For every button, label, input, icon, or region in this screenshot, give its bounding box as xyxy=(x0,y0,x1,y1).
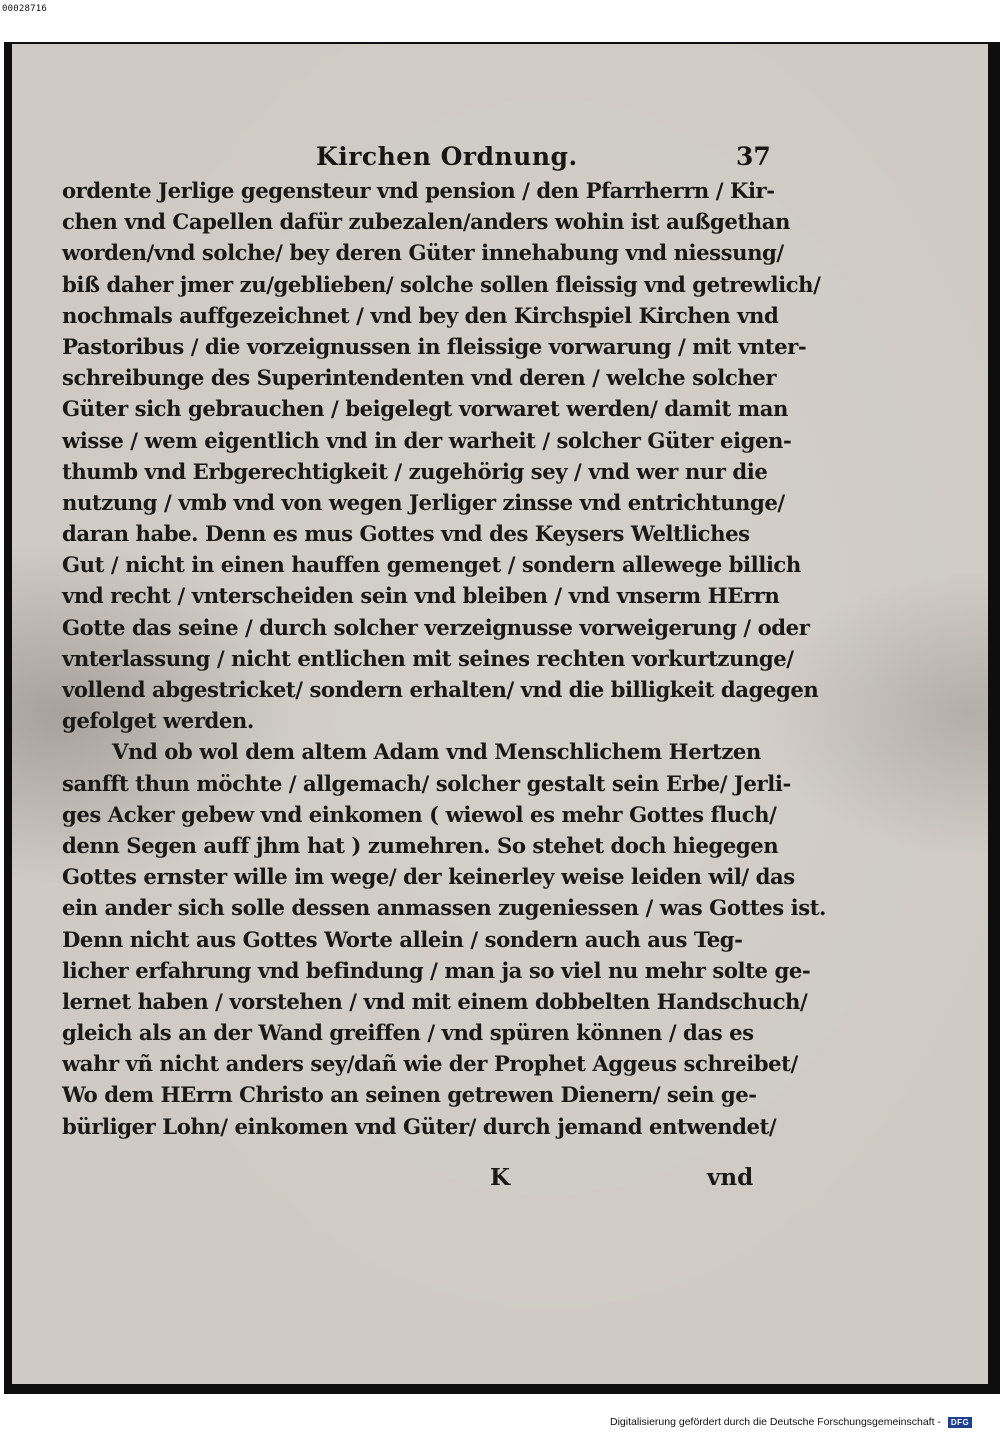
body-text xyxy=(62,175,826,1142)
text-line: Gut / nicht in einen hauffen gemenget / sondern allewege billich xyxy=(62,552,801,578)
signature-mark: K xyxy=(490,1164,510,1191)
text-line: wisse / wem eigentlich vnd in der warheit / solcher Güter eigen- xyxy=(62,427,792,453)
text-line: vollend abgestricket/ sondern erhalten/ vnd die billigkeit dagegen xyxy=(62,677,819,702)
text-line: gefolget werden. xyxy=(62,708,254,734)
catchword: vnd xyxy=(707,1164,754,1191)
text-line: ordente Jerlige gegensteur vnd pension / den Pfarrherrn / Kir- xyxy=(62,178,775,203)
text-line: Gotte das seine / durch solcher verzeignusse vorweigerung / oder xyxy=(62,614,810,640)
text-line: gleich als an der Wand greiffen / vnd spüren können / das es xyxy=(62,1020,754,1046)
text-line: lernet haben / vorstehen / vnd mit einem dobbelten Handschuch/ xyxy=(62,988,808,1014)
text-line: denn Segen auff jhm hat ) zumehren. So stehet doch hiegegen xyxy=(62,832,779,858)
text-line: biß daher jmer zu/geblieben/ solche sollen fleissig vnd getrewlich/ xyxy=(62,271,821,297)
text-line: sanfft thun möchte / allgemach/ solcher gestalt sein Erbe/ Jerli- xyxy=(62,770,791,796)
text-line: daran habe. Denn es mus Gottes vnd des Keysers Weltliches xyxy=(62,521,750,547)
text-line: nutzung / vmb vnd von wegen Jerliger zinsse vnd entrichtunge/ xyxy=(62,489,785,515)
book-page xyxy=(12,44,988,1384)
text-line: wahr vñ nicht anders sey/dañ wie der Prophet Aggeus schreibet/ xyxy=(62,1051,798,1077)
text-line: ges Acker gebew vnd einkomen ( wiewol es mehr Gottes fluch/ xyxy=(62,801,777,827)
text-line: ein ander sich solle dessen anmassen zugeniessen / was Gottes ist. xyxy=(62,895,826,921)
text-line: vnterlassung / nicht entlichen mit seines rechten vorkurtzunge/ xyxy=(62,645,794,671)
text-line: thumb vnd Erbgerechtigkeit / zugehörig sey / vnd wer nur die xyxy=(62,458,768,484)
text-line: licher erfahrung vnd befindung / man ja so viel nu mehr solte ge- xyxy=(62,957,811,983)
text-line: Pastoribus / die vorzeignussen in fleissige vorwarung / mit vnter- xyxy=(62,333,807,359)
text-line: vnd recht / vnterscheiden sein vnd bleiben / vnd vnserm HErrn xyxy=(62,583,780,609)
text-line: chen vnd Capellen dafür zubezalen/anders wohin ist außgethan xyxy=(62,209,790,235)
text-line: nochmals auffgezeichnet / vnd bey den Kirchspiel Kirchen vnd xyxy=(62,302,779,328)
text-line: bürliger Lohn/ einkomen vnd Güter/ durch jemand entwendet/ xyxy=(62,1113,777,1139)
page-number: 37 xyxy=(736,142,771,171)
funding-text: Digitalisierung gefördert durch die Deutsche Forschungsgemeinschaft - xyxy=(610,1416,941,1428)
text-line: schreibunge des Superintendenten vnd deren / welche solcher xyxy=(62,365,777,391)
running-head: Kirchen Ordnung. xyxy=(316,142,578,171)
page-bottom xyxy=(12,1164,988,1204)
text-line: Denn nicht aus Gottes Worte allein / sondern auch aus Teg- xyxy=(62,926,743,952)
text-line: worden/vnd solche/ bey deren Güter innehabung vnd niessung/ xyxy=(62,240,784,266)
dfg-logo: DFG xyxy=(948,1417,972,1428)
text-line: Vnd ob wol dem altem Adam vnd Menschlichem Hertzen xyxy=(112,739,761,765)
funding-footer xyxy=(610,1416,972,1428)
text-line: Gottes ernster wille im wege/ der keinerley weise leiden wil/ das xyxy=(62,864,795,890)
text-line: Wo dem HErrn Christo an seinen getrewen Dienern/ sein ge- xyxy=(62,1082,757,1108)
text-line: Güter sich gebrauchen / beigelegt vorwaret werden/ damit man xyxy=(62,396,788,422)
scan-id: 00028716 xyxy=(2,4,47,14)
